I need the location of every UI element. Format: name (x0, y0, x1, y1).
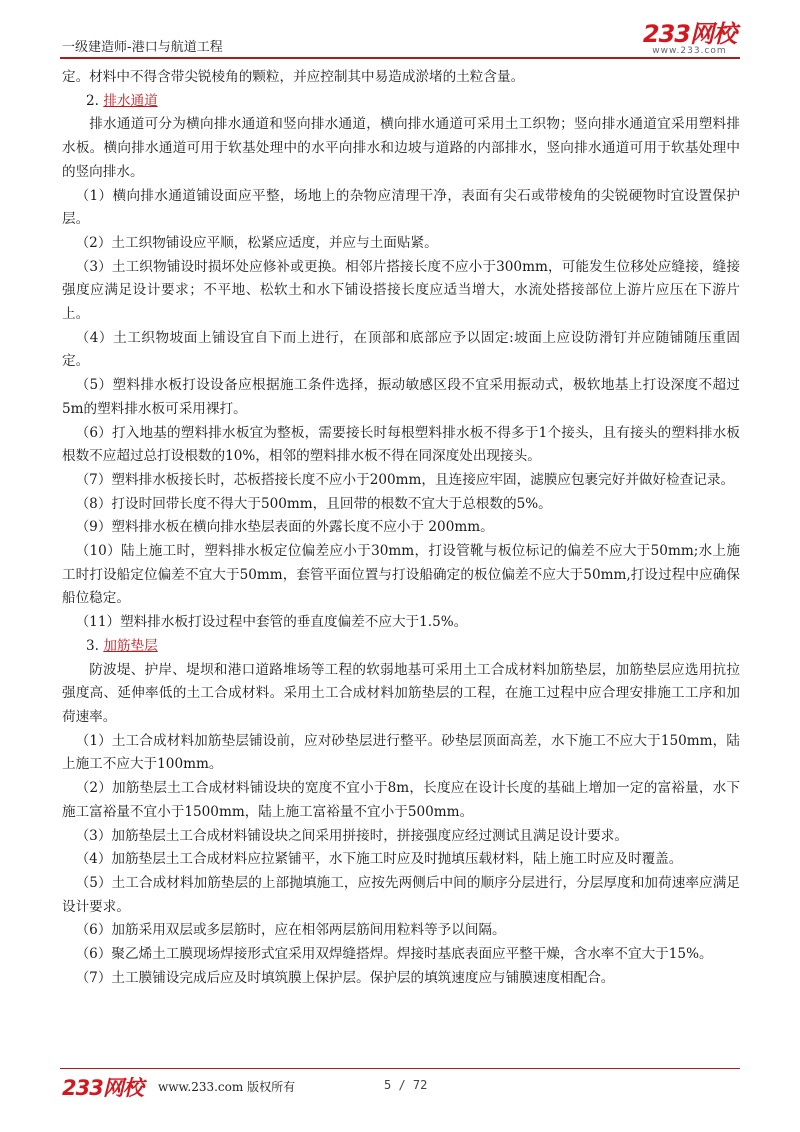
list-item: （7）塑料排水板接长时，芯板搭接长度不应小于200mm，且连接应牢固，滤膜应包裹完好并做好检查记录。 (75, 471, 735, 488)
section-title-link[interactable]: 加筋垫层 (103, 637, 158, 654)
list-item: （6）打入地基的塑料排水板宜为整板，需要接长时每根塑料排水板不得多于1个接头，且有接头的塑料排水板根数不应超过总打设根数的10%，相邻的塑料排水板不得在同深度处出现接头。 (62, 424, 740, 465)
list-item: （3）土工织物铺设时损坏处应修补或更换。相邻片搭接长度不应小于300mm，可能发生位移处应缝接，缝接强度应满足设计要求；不平地、松软土和水下铺设搭接长度应适当增大，水流处搭接部位上游片应压在下游片上。 (62, 258, 740, 323)
list-item: （6）加筋采用双层或多层筋时，应在相邻两层筋间用粒料等予以间隔。 (75, 922, 506, 939)
list-item: （8）打设时回带长度不得大于500mm，且回带的根数不宜大于总根数的5%。 (75, 495, 552, 512)
footer-divider (60, 1068, 740, 1069)
section-number: 2. (86, 92, 99, 109)
list-item: （3）加筋垫层土工合成材料铺设块之间采用拼接时，拼接强度应经过测试且满足设计要求。 (75, 827, 628, 844)
list-item: （6）聚乙烯土工膜现场焊接形式宜采用双焊缝搭焊。焊接时基底表面应平整干燥，含水率不宜大于15%。 (75, 946, 713, 963)
page-number: 5 / 72 (384, 1078, 428, 1092)
paragraph: 排水通道可分为横向排水通道和竖向排水通道，横向排水通道可采用土工织物；竖向排水通道宜采用塑料排水板。横向排水通道可用于软基处理中的水平向排水和边坡与道路的内部排水，竖向排水通道可用于软基处理中的竖向排水。 (62, 116, 740, 180)
document-body (62, 66, 740, 990)
list-item: （1）土工合成材料加筋垫层铺设前，应对砂垫层进行整平。砂垫层顶面高差，水下施工不应大于150mm，陆上施工不应大于100mm。 (62, 732, 740, 773)
list-item: （1）横向排水通道铺设面应平整，场地上的杂物应清理干净，表面有尖石或带棱角的尖锐硬物时宜设置保护层。 (62, 187, 740, 228)
list-item: （5）土工合成材料加筋垫层的上部抛填施工，应按先两侧后中间的顺序分层进行，分层厚度和加荷速率应满足设计要求。 (62, 874, 740, 915)
list-item: （11）塑料排水板打设过程中套管的垂直度偏差不应大于1.5%。 (75, 614, 468, 631)
list-item: （2）加筋垫层土工合成材料铺设块的宽度不宜小于8m，长度应在设计长度的基础上增加一定的富裕量，水下施工富裕量不宜小于1500mm，陆上施工富裕量不宜小于500mm。 (62, 780, 740, 820)
list-item: （5）塑料排水板打设设备应根据施工条件选择，振动敏感区段不宜采用振动式，极软地基上打设深度不超过5m的塑料排水板可采用裸打。 (62, 377, 740, 417)
list-item: （4）加筋垫层土工合成材料应拉紧铺平，水下施工时应及时抛填压载材料，陆上施工时应及时覆盖。 (75, 851, 683, 868)
copyright-text: www.233.com 版权所有 (158, 1080, 296, 1094)
list-item: （4）土工织物坡面上铺设宜自下而上进行，在顶部和底部应予以固定:坡面上应设防滑钉并应随铺随压重固定。 (62, 329, 740, 370)
paragraph: 防波堤、护岸、堤坝和港口道路堆场等工程的软弱地基可采用土工合成材料加筋垫层，加筋垫层应选用抗拉强度高、延伸率低的土工合成材料。采用土工合成材料加筋垫层的工程，在施工过程中应合理安排施工工序和加荷速率。 (62, 661, 740, 725)
section-number: 3. (86, 637, 99, 654)
header-title: 一级建造师-港口与航道工程 (62, 40, 223, 55)
section-heading-reinforcement (62, 635, 740, 659)
list-item: （7）土工膜铺设完成后应及时填筑膜上保护层。保护层的填筑速度应与铺膜速度相配合。 (75, 969, 615, 986)
page-header (62, 22, 738, 56)
list-item: （9）塑料排水板在横向排水垫层表面的外露长度不应小于 200mm。 (75, 519, 494, 536)
logo-url: www.233.com (652, 46, 727, 56)
logo-text: 233网校 (642, 20, 736, 48)
list-item: （10）陆上施工时，塑料排水板定位偏差应小于30mm，打设管靴与板位标记的偏差不应大于50mm;水上施工时打设船定位偏差不宜大于50mm，套管平面位置与打设船确定的板位偏差不应大于50mm,打设过程中应确保船位稳定。 (62, 543, 740, 607)
paragraph: 定。材料中不得含带尖锐棱角的颗粒，并应控制其中易造成淤堵的土粒含量。 (62, 69, 525, 85)
footer-logo[interactable]: 233网校 (62, 1076, 143, 1100)
header-divider (60, 57, 740, 59)
page-footer (62, 1072, 738, 1098)
section-heading-drainage (62, 90, 740, 114)
brand-logo[interactable] (643, 22, 736, 56)
list-item: （2）土工织物铺设应平顺，松紧应适度，并应与土面贴紧。 (75, 234, 438, 251)
section-title-link[interactable]: 排水通道 (103, 92, 158, 109)
